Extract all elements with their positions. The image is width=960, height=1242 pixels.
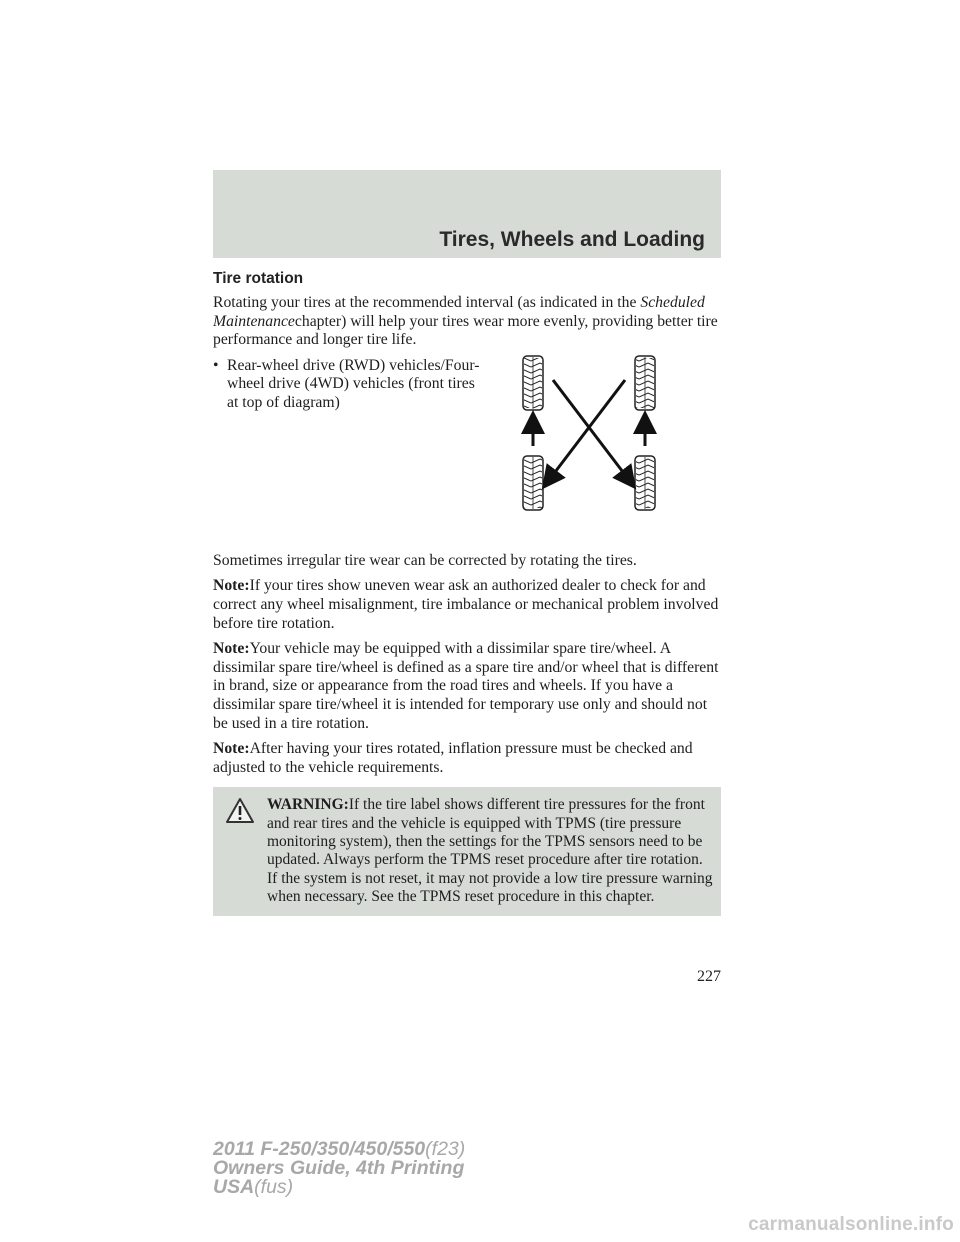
footer-imprint: [213, 1140, 465, 1197]
bullet-item: [213, 357, 483, 552]
intro-paragraph: [213, 294, 721, 350]
note-label: Note:: [213, 740, 250, 758]
intro-chapter-reference: Scheduled Maintenance: [213, 294, 705, 330]
irregular-wear-paragraph: Sometimes irregular tire wear can be corrected by rotating the tires.: [213, 551, 637, 569]
bullet-text: Rear-wheel drive (RWD) vehicles/Four-wheel drive (4WD) vehicles (front tires at top of diagram): [227, 356, 480, 411]
page-number: 227: [697, 968, 721, 985]
front-right-tire-icon: [635, 356, 655, 410]
note-paragraph: [213, 640, 721, 733]
warning-text-block: [221, 796, 713, 906]
warning-box: [213, 787, 721, 916]
front-left-tire-icon: [523, 356, 543, 410]
rear-left-tire-icon: [523, 456, 543, 510]
tire-rotation-diagram: [513, 350, 673, 536]
watermark: carmanualsonline.info: [748, 1214, 954, 1235]
note-paragraph: [213, 740, 721, 777]
front-right-to-rear-left-arrow: [549, 380, 625, 480]
note-text: After having your tires rotated, inflation pressure must be checked and adjusted to the vehicle requirements.: [213, 740, 693, 776]
footer-market-code: (fus): [254, 1176, 294, 1198]
front-left-to-rear-right-arrow: [553, 380, 629, 480]
note-text: If your tires show uneven wear ask an authorized dealer to check for and correct any wheel misalignment, tire imbalance or mechanical problem involved before tire rotation.: [213, 577, 719, 632]
header-band: [213, 170, 721, 258]
note-text: Your vehicle may be equipped with a dissimilar spare tire/wheel. A dissimilar spare tire/wheel is defined as a spare tire and/or wheel that is different in brand, size or appearance from the road tires and wheels. If you have a dissimilar spare tire/wheel it is intended for temporary use only and should not be used in a tire rotation.: [213, 640, 719, 732]
footer-line-3: [213, 1178, 465, 1197]
intro-text-start: Rotating your tires at the recommended interval (as indicated in the: [213, 294, 637, 311]
page-content: [213, 270, 721, 916]
section-heading: Tire rotation: [213, 270, 304, 287]
note-paragraph: [213, 577, 721, 633]
footer-market: USA: [213, 1176, 255, 1198]
note-label: Note:: [213, 577, 250, 595]
footer-model-code: (f23): [425, 1138, 466, 1160]
note-label: Note:: [213, 640, 250, 658]
section-title: Tires, Wheels and Loading: [439, 228, 705, 251]
intro-text-end: chapter) will help your tires wear more evenly, providing better tire performance and longer tire life.: [213, 312, 718, 349]
footer-line-2: Owners Guide, 4th Printing: [213, 1157, 465, 1179]
bullet-dot-icon: •: [213, 356, 219, 374]
rear-right-tire-icon: [635, 456, 655, 510]
warning-label: WARNING:: [267, 796, 349, 814]
warning-triangle-icon: [225, 797, 255, 824]
footer-model: 2011 F-250/350/450/550: [213, 1138, 426, 1160]
warning-text: If the tire label shows different tire pressures for the front and rear tires and the vehicle is equipped with TPMS (tire pressure monitoring system), then the settings for the TPMS sensors need to be updated. Always perform the TPMS reset procedure after tire rotation. If the system is not reset, it may not provide a low tire pressure warning when necessary. See the TPMS reset procedure in this chapter.: [267, 796, 713, 905]
